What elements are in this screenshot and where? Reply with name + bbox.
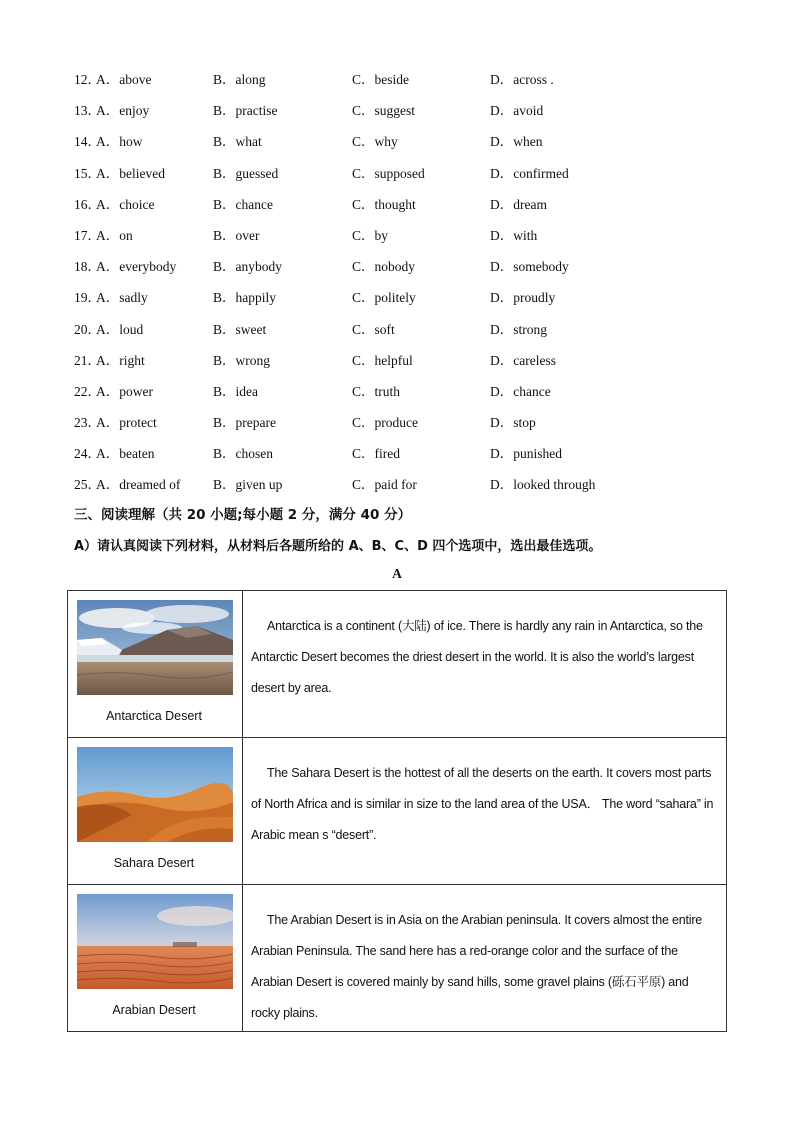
option-c: C．nobody	[352, 259, 416, 275]
option-row	[74, 220, 714, 251]
option-row	[74, 469, 714, 500]
option-b: B．chosen	[213, 446, 273, 462]
option-d: D．proudly	[490, 290, 556, 306]
option-c: C．by	[352, 227, 389, 243]
passage-label: A	[392, 566, 402, 581]
option-a: A．believed	[96, 165, 165, 181]
option-d: D．chance	[490, 383, 551, 399]
option-row	[74, 407, 714, 438]
option-a: A．on	[96, 227, 133, 243]
desert-caption: Sahara Desert	[113, 856, 195, 870]
option-d: D．looked through	[490, 477, 596, 493]
option-c: C．why	[352, 134, 398, 150]
option-a: A．power	[96, 383, 153, 399]
question-number: 20．	[74, 321, 101, 337]
option-d: D．with	[490, 227, 538, 243]
option-row	[74, 126, 714, 157]
option-row	[74, 345, 714, 376]
option-c: C．beside	[352, 72, 409, 87]
photo-cell	[68, 885, 243, 1032]
option-row	[74, 438, 714, 469]
option-d: D．across .	[490, 72, 554, 87]
question-number: 18．	[74, 259, 101, 275]
option-b: B．over	[213, 227, 260, 243]
option-a: A．protect	[96, 415, 157, 431]
option-b: B．given up	[213, 477, 283, 493]
option-a: A．beaten	[96, 446, 155, 462]
option-d: D．dream	[490, 196, 547, 212]
desert-description	[243, 738, 727, 885]
option-a: A．loud	[96, 321, 144, 337]
option-c: C．supposed	[352, 165, 425, 181]
option-row	[74, 95, 714, 126]
sahara-desert-photo	[77, 747, 233, 842]
option-a: A．above	[96, 72, 152, 87]
option-d: D．somebody	[490, 259, 569, 275]
option-a: A．how	[96, 134, 143, 150]
option-row	[74, 251, 714, 282]
option-d: D．avoid	[490, 103, 544, 119]
option-b: B．idea	[213, 383, 258, 399]
option-c: C．suggest	[352, 103, 416, 119]
desert-caption: Arabian Desert	[112, 1003, 196, 1017]
option-b: B．along	[213, 72, 266, 87]
option-b: B．guessed	[213, 165, 279, 181]
arabian-desert-photo	[77, 894, 233, 989]
option-d: D．when	[490, 134, 543, 150]
question-number: 24．	[74, 446, 101, 462]
desert-text: Antarctica is a continent (大陆) of ice. There is hardly any rain in Antarctica, so the Antarctic Desert becomes the driest desert in the world. It is also the world’s largest desert by area.	[251, 619, 703, 695]
question-number: 22．	[74, 383, 101, 399]
table-row	[68, 591, 727, 738]
option-c: C．soft	[352, 321, 395, 337]
option-c: C．politely	[352, 290, 416, 306]
option-b: B．wrong	[213, 352, 270, 368]
deserts-table	[67, 590, 727, 1032]
option-b: B．anybody	[213, 259, 282, 275]
question-number: 14．	[74, 134, 101, 150]
question-number: 16．	[74, 196, 101, 212]
option-c: C．thought	[352, 196, 416, 212]
desert-text: The Arabian Desert is in Asia on the Arabian peninsula. It covers almost the entire Arabian Peninsula. The sand here has a red-orange color and the surface of the Arabian Desert is covered mainly by sand hills, some gravel plains (砾石平原) and rocky plains.	[251, 913, 703, 1020]
option-c: C．paid for	[352, 477, 417, 493]
option-row	[74, 64, 714, 95]
option-row	[74, 376, 714, 407]
desert-text: The Sahara Desert is the hottest of all the deserts on the earth. It covers most parts of North Africa and is similar in size to the land area of the USA． The word “sahara” in Arabic mean s “desert”.	[251, 766, 714, 842]
question-number: 23．	[74, 415, 101, 431]
option-a: A．sadly	[96, 290, 148, 306]
desert-caption: Antarctica Desert	[106, 709, 202, 723]
question-number: 12．	[74, 72, 101, 87]
question-number: 19．	[74, 290, 101, 306]
question-number: 21．	[74, 352, 101, 368]
table-row	[68, 738, 727, 885]
option-b: B．what	[213, 134, 262, 150]
option-c: C．helpful	[352, 352, 413, 368]
reading-instruction: A）请认真阅读下列材料，从材料后各题所给的 A、B、C、D 四个选项中，选出最佳选项。	[74, 539, 602, 554]
question-number: 17．	[74, 227, 101, 243]
option-c: C．truth	[352, 383, 401, 399]
desert-description	[243, 591, 727, 738]
photo-cell	[68, 591, 243, 738]
option-row	[74, 158, 714, 189]
option-b: B．prepare	[213, 415, 276, 431]
table-row	[68, 885, 727, 1032]
option-b: B．happily	[213, 290, 276, 306]
option-row	[74, 314, 714, 345]
option-d: D．punished	[490, 446, 562, 462]
option-d: D．careless	[490, 352, 556, 368]
option-b: B．chance	[213, 196, 273, 212]
question-number: 15．	[74, 165, 101, 181]
section-title: 三、阅读理解（共 20 小题;每小题 2 分，满分 40 分）	[74, 507, 412, 523]
option-d: D．strong	[490, 321, 547, 337]
option-a: A．everybody	[96, 259, 177, 275]
answer-options-list	[74, 64, 714, 501]
option-c: C．produce	[352, 415, 418, 431]
option-row	[74, 282, 714, 313]
option-a: A．enjoy	[96, 103, 150, 119]
option-a: A．dreamed of	[96, 477, 181, 493]
option-a: A．choice	[96, 196, 155, 212]
antarctica-desert-photo	[77, 600, 233, 695]
option-c: C．fired	[352, 446, 400, 462]
option-b: B．sweet	[213, 321, 267, 337]
option-d: D．confirmed	[490, 165, 569, 181]
desert-description	[243, 885, 727, 1032]
option-b: B．practise	[213, 103, 278, 119]
photo-cell	[68, 738, 243, 885]
question-number: 25．	[74, 477, 101, 493]
option-a: A．right	[96, 352, 145, 368]
question-number: 13．	[74, 103, 101, 119]
option-d: D．stop	[490, 415, 536, 431]
option-row	[74, 189, 714, 220]
